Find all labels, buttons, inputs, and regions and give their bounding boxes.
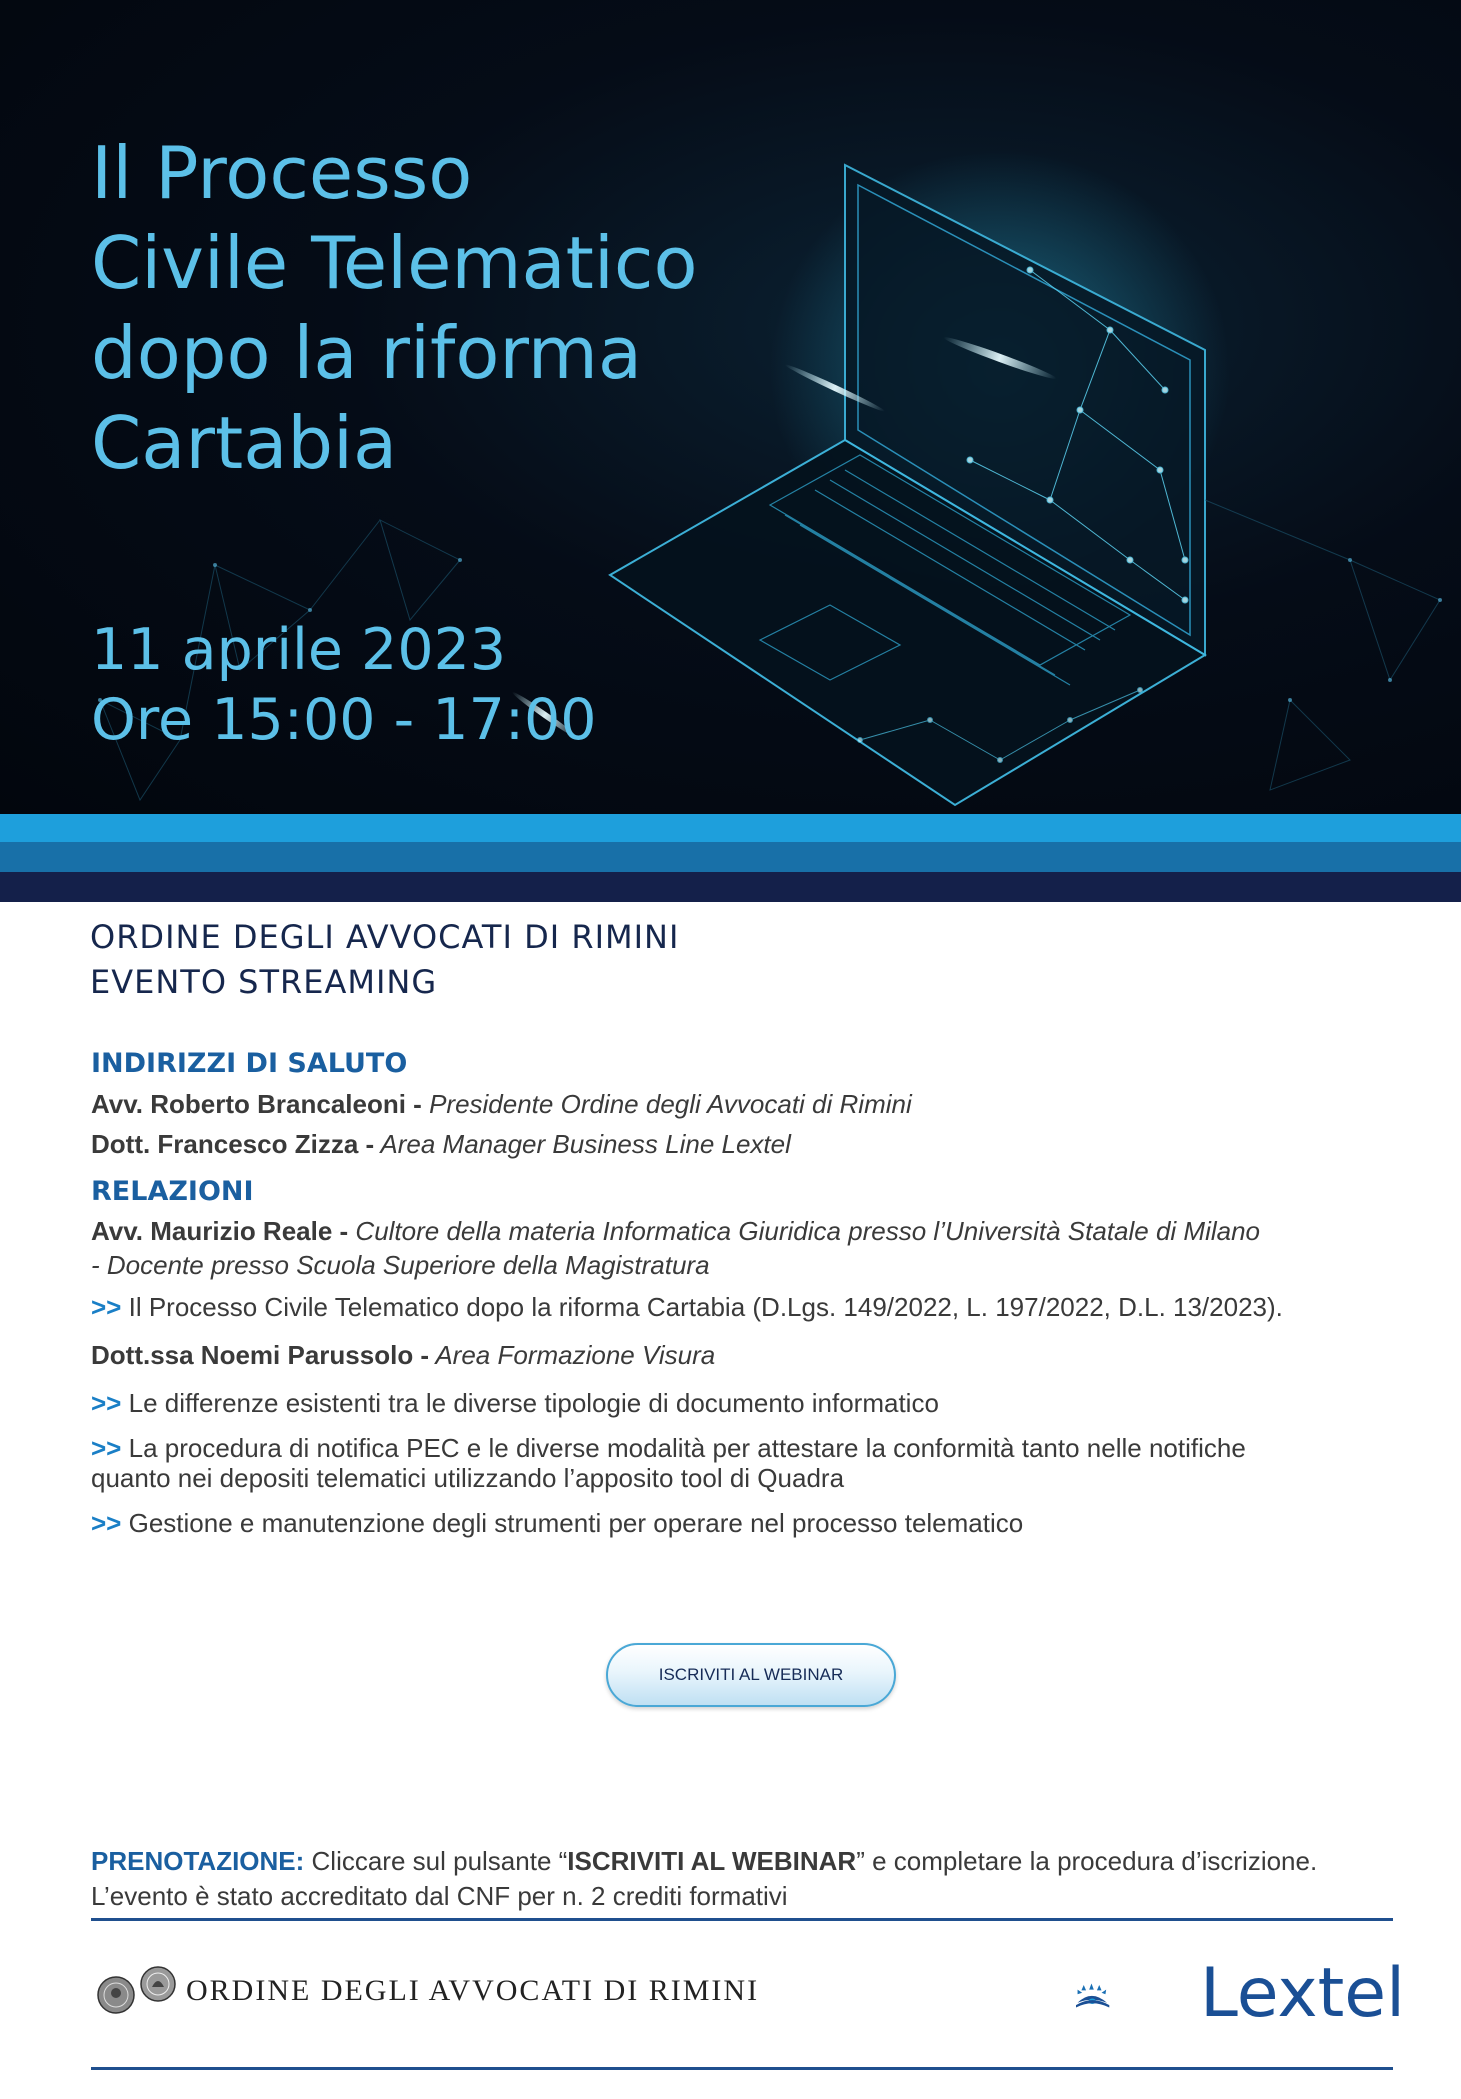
speaker-name: Dott.ssa Noemi Parussolo - (91, 1340, 430, 1370)
program (91, 1040, 1411, 1541)
topic-text: Le differenze esistenti tra le diverse tipologie di documento informatico (128, 1388, 939, 1418)
lextel-wordmark: Lextel (1200, 1954, 1405, 2033)
event-datetime (91, 615, 597, 755)
speaker-role: Presidente Ordine degli Avvocati di Rimini (421, 1089, 912, 1119)
hero-banner (0, 0, 1461, 814)
speaker-role: - Docente presso Scuola Superiore della Magistratura (91, 1250, 710, 1280)
band-light (0, 814, 1461, 842)
topic-text: La procedura di notifica PEC e le diverse modalità per attestare la conformità tanto nelle notifiche (128, 1433, 1246, 1463)
booking-info (91, 1844, 1421, 1914)
booking-text: Cliccare sul pulsante “ (304, 1846, 568, 1876)
hero-title-line: Cartabia (91, 401, 398, 485)
speaker-name: Avv. Maurizio Reale - (91, 1216, 349, 1246)
bullet-arrow: >> (91, 1292, 122, 1322)
topic-text: quanto nei depositi telematici utilizzando l’apposito tool di Quadra (91, 1463, 845, 1493)
saluto-heading: INDIRIZZI DI SALUTO (91, 1048, 408, 1079)
organizer-name: ORDINE DEGLI AVVOCATI DI RIMINI (90, 918, 680, 956)
event-format: EVENTO STREAMING (90, 963, 438, 1001)
hero-title-line: Il Processo (91, 131, 473, 215)
event-date: 11 aprile 2023 (91, 617, 507, 683)
band-dark (0, 872, 1461, 902)
booking-label: PRENOTAZIONE: (91, 1846, 305, 1876)
footer-organizer: ORDINE DEGLI AVVOCATI DI RIMINI (186, 1974, 760, 2007)
register-webinar-button[interactable]: ISCRIVITI AL WEBINAR (606, 1643, 896, 1707)
speaker-row (91, 1213, 1411, 1249)
booking-button-ref: ISCRIVITI AL WEBINAR (567, 1846, 857, 1876)
speaker-row (91, 1126, 1411, 1162)
bullet-arrow: >> (91, 1508, 122, 1538)
hero-title-line: Civile Telematico (91, 221, 698, 305)
topic-item (91, 1289, 1411, 1325)
speaker-name: Dott. Francesco Zizza - (91, 1129, 375, 1159)
booking-text: ” e completare la procedura d’iscrizione. (856, 1846, 1318, 1876)
speaker-role: Cultore della materia Informatica Giuridica presso l’Università Statale di Milano (348, 1216, 1261, 1246)
organizer-heading (90, 915, 679, 1005)
color-bands (0, 814, 1461, 902)
lextel-logo-icon (1076, 1962, 1196, 2032)
topic-item (91, 1505, 1411, 1541)
topic-text: Il Processo Civile Telematico dopo la riforma Cartabia (D.Lgs. 149/2022, L. 197/2022, D.L. 13/2023). (128, 1292, 1283, 1322)
speaker-role-cont (91, 1247, 1411, 1283)
speaker-name: Avv. Roberto Brancaleoni - (91, 1089, 422, 1119)
relazioni-heading: RELAZIONI (91, 1176, 254, 1207)
speaker-role: Area Manager Business Line Lextel (374, 1129, 791, 1159)
speaker-role: Area Formazione Visura (429, 1340, 716, 1370)
booking-line (91, 1844, 1421, 1879)
event-time: Ore 15:00 - 17:00 (91, 687, 597, 753)
topic-item (91, 1385, 1411, 1421)
seal-icon (96, 1975, 136, 2015)
hero-title-line: dopo la riforma (91, 311, 643, 395)
speaker-row (91, 1086, 1411, 1122)
divider (91, 1918, 1393, 1921)
seal-icon (139, 1965, 177, 2003)
bullet-arrow: >> (91, 1388, 122, 1418)
credits-line: L’evento è stato accreditato dal CNF per n. 2 crediti formativi (91, 1881, 788, 1911)
speaker-row (91, 1337, 1411, 1373)
hero-title (91, 128, 698, 488)
topic-text: Gestione e manutenzione degli strumenti per operare nel processo telematico (128, 1508, 1024, 1538)
bullet-arrow: >> (91, 1433, 122, 1463)
divider (91, 2067, 1393, 2070)
band-mid (0, 842, 1461, 872)
